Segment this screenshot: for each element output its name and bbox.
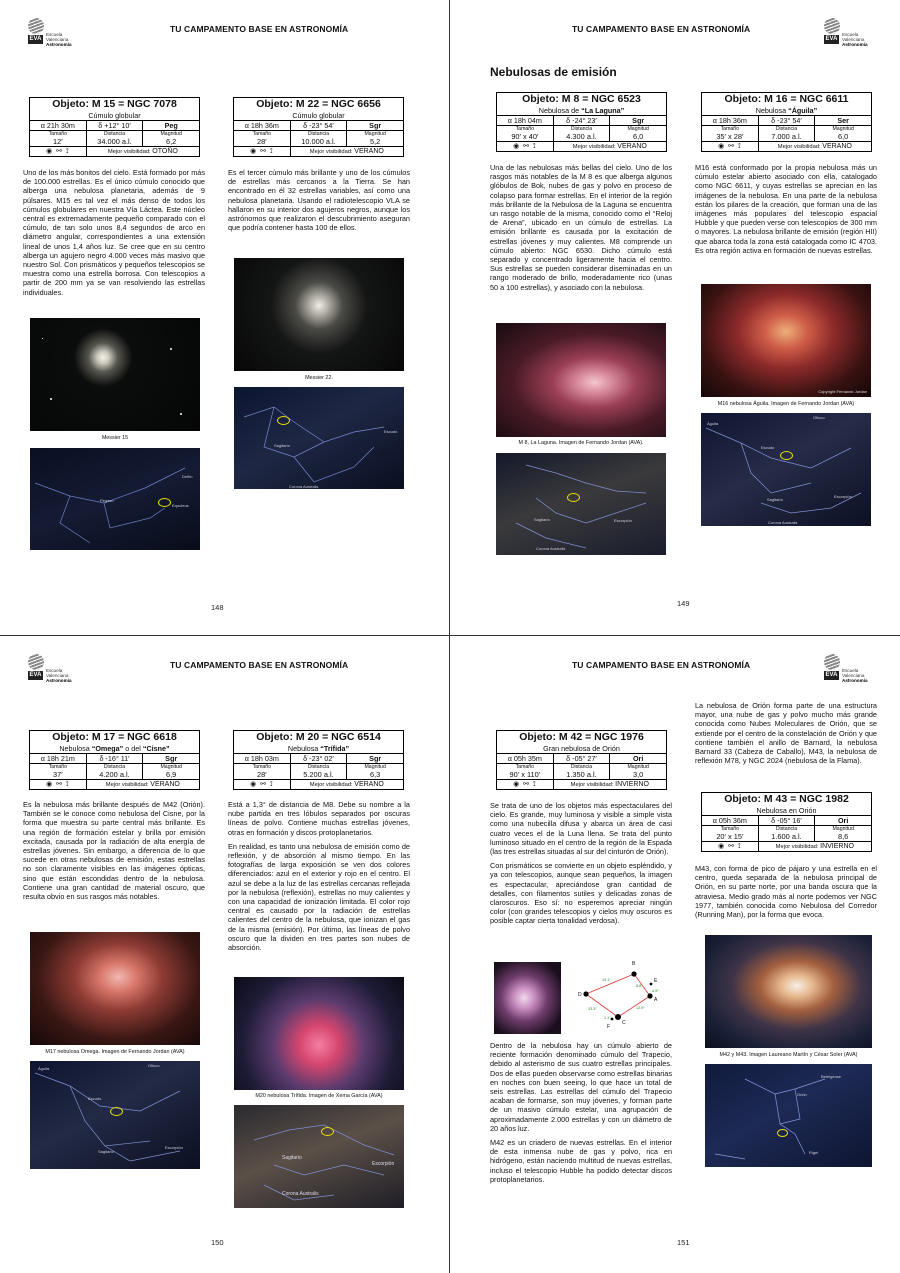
constellation: Sgr (347, 753, 404, 763)
m16-caption: M16 nebulosa Águila. Imagen de Fernando Jordan (AVA) (717, 401, 855, 407)
trapezium-separation: 19.1″ (602, 978, 611, 982)
photo-credit: Copyright Fernando Jordan (818, 389, 867, 394)
logo-swirl-icon (824, 654, 840, 670)
distance-label: Distancia (553, 763, 610, 770)
page-150 (0, 636, 449, 1271)
magnitude-label: Magnitud (143, 130, 200, 137)
best-visibility: Mejor visibilidad: VERANO (553, 142, 666, 152)
observing-instruments-icon: ◉ ⚯ ⟟ (513, 143, 537, 150)
chart-label: Escorpión (834, 494, 852, 499)
chart-label: Sagitario (274, 443, 290, 448)
trapezium-diagram (574, 962, 664, 1034)
right-ascension: α 18h 21m (30, 753, 87, 763)
distance-value: 4.200 a.l. (86, 770, 143, 780)
constellation: Peg (143, 120, 200, 130)
constellation: Ori (610, 753, 667, 763)
declination: δ -23° 54′ (290, 120, 347, 130)
distance-label: Distancia (86, 130, 143, 137)
chart-label: Corona Australis (282, 1191, 319, 1197)
logo-eva: EVA (29, 672, 42, 678)
trapezium-star-label: A (654, 997, 658, 1003)
orion-intro: La nebulosa de Orión forma parte de una estructura mayor, una nube de gas y polvo mucho más grande conocida como Nubes Moleculares de Orión, que se extiende por el centro de la constelación de Orión y que contiene también el anillo de Barnard, la nebulosa Barnard 33 (Cabeza de Caballo), M43, la nebulosa de reflexión M78, y NGC 2024 (nebulosa de la Flama). (695, 701, 877, 766)
m20-location-marker (321, 1127, 334, 1136)
best-visibility: Mejor visibilidad: VERANO (290, 147, 403, 157)
magnitude-label: Magnitud (610, 125, 667, 132)
magnitude-value: 6,3 (347, 770, 404, 780)
object-title: Objeto: M 20 = NGC 6514 (234, 731, 404, 744)
m15-location-marker (158, 498, 171, 507)
right-ascension: α 05h 36m (702, 815, 759, 825)
m17-star-chart (30, 1061, 200, 1169)
trapezium-star-label: B (632, 961, 636, 967)
right-ascension: α 21h 30m (30, 120, 87, 130)
object-subtitle: Cúmulo globular (234, 111, 404, 121)
observing-instruments-icon: ◉ ⚯ ⟟ (718, 143, 742, 150)
distance-label: Distancia (290, 763, 347, 770)
magnitude-label: Magnitud (815, 125, 872, 132)
observing-instruments-icon: ◉ ⚯ ⟟ (513, 781, 537, 788)
best-visibility: Mejor visibilidad: INVIERNO (758, 842, 871, 852)
trapezium-separation: 4.5″ (652, 989, 659, 993)
logo-swirl-icon (824, 18, 840, 34)
chart-label: Rigel (809, 1150, 819, 1155)
page-number: 150 (211, 1238, 224, 1247)
object-title: Objeto: M 43 = NGC 1982 (702, 793, 872, 806)
m20-description: Está a 1,3° de distancia de M8. Debe su nombre a la nube partida en tres lóbulos separados por oscuras líneas de polvo. Contiene muchas estrellas jóvenes, otras en formación y discos protoplanetarios. En realidad, es tanto una nebulosa de emisión como de reflexión, y de absorción al mismo tiempo. En las fotografías de larga exposición se ven dos colores diferenciados: azul en el exterior y rojo en el centro. El azul se debe a la luz de las estrellas cercanas reflejada por la nebulosa (reflexión), estrellas no muy calientes y con una capacidad de ionización limitada. El color rojo central es causado por la radiación de estrellas calientes del centro de la nebulosa, que ionizan el gas de la misma (emisión). Por último, las líneas de polvo oscuro que la dividen en tres partes son nubes de absorción. (228, 800, 410, 953)
running-header: TU CAMPAMENTO BASE EN ASTRONOMÍA (572, 24, 751, 34)
chart-label: Sagitario (98, 1149, 114, 1154)
chart-label: Águila (38, 1066, 50, 1071)
distance-label: Distancia (290, 130, 347, 137)
m8-description: Una de las nebulosas más bellas del cielo. Uno de los rasgos más notables de la M 8 es que alberga algunos glóbulos de Bok, nubes de gas y polvo en proceso de colapso para formar estrellas. En el interior de la región más brillante de la Nebulosa de la Laguna se encuentra un rasgo notable de la misma, conocido como el “Reloj de Arena”, ubicado en un cúmulo de estrellas. La emisión brillante es causada por la excitación de estrellas jóvenes y muy calientes. M8 comprende un cúmulo abierto: NGC 6530. Dicho cúmulo está separado y concentrado ligeramente hacia el centro. Sus estrellas se pueden considerar diseminadas en un rango moderado de brillo, moderadamente rico (unas 50 a 100 estrellas), y asociado con la nebulosa. (490, 163, 672, 292)
m16-description: M16 está conformado por la propia nebulosa más un cúmulo estelar abierto asociado con ella, catalogado como NGC 6611, y cuyas estrellas se aprecian en las imágenes de la nebulosa. En una parte de la nebulosa están los pilares de la creación, que forman una de las imágenes más populares del telescopio espacial Hubble y que pueden verse con telescopios de 300 mm o mayores. La nebulosa brillante de emisión (región HII) que abarca toda la zona está catalogada como IC 4703. Es otra región activa en formación de nuevas estrellas. (695, 163, 877, 255)
eva-logo (824, 18, 874, 50)
distance-label: Distancia (553, 125, 610, 132)
m20-star-chart (234, 1105, 404, 1208)
m43-description: M43, con forma de pico de pájaro y una estrella en el centro, queda separada de la nebulosa principal de Orión, en su parte norte, por una banda oscura que la atraviesa. Medio grado más al norte podemos ver NGC 1977, también conocida como Nebulosa del Corredor (Running Man), por la forma que evoca. (695, 864, 877, 920)
trapezium-separation: 8.8″ (636, 984, 643, 988)
magnitude-label: Magnitud (610, 763, 667, 770)
m17-caption: M17 nebulosa Omega. Imagen de Fernando Jordan (AVA) (45, 1049, 185, 1055)
chart-label: Delfín (182, 474, 193, 479)
magnitude-value: 6,0 (815, 132, 872, 142)
object-table-m8 (496, 92, 667, 152)
object-table-m17 (29, 730, 200, 790)
declination: δ -23° 02′ (290, 753, 347, 763)
m16-photo (701, 284, 871, 397)
chart-label: Escorpión (165, 1145, 183, 1150)
m8-location-marker (567, 493, 580, 502)
chart-label: Pegaso (100, 498, 114, 503)
size-label: Tamaño (30, 130, 87, 137)
best-visibility: Mejor visibilidad: VERANO (290, 780, 403, 790)
running-header: TU CAMPAMENTO BASE EN ASTRONOMÍA (170, 24, 349, 34)
trapezium-separation: 1.1″ (604, 1016, 611, 1020)
running-header: TU CAMPAMENTO BASE EN ASTRONOMÍA (572, 660, 751, 670)
m42-m43-photo (705, 935, 872, 1048)
size-value: 35′ x 28′ (702, 132, 759, 142)
observing-instruments-icon: ◉ ⚯ ⟟ (718, 843, 742, 850)
declination: δ -05° 27′ (553, 753, 610, 763)
object-title: Objeto: M 15 = NGC 7078 (30, 98, 200, 111)
logo-text: Escuela Valenciana Astronomía (842, 32, 868, 47)
chart-label: Corona Australis (768, 520, 798, 525)
trapezium-separation: 13.3″ (588, 1007, 597, 1011)
size-label: Tamaño (702, 125, 759, 132)
object-table-m22 (233, 97, 404, 157)
magnitude-label: Magnitud (347, 763, 404, 770)
magnitude-value: 3,0 (610, 770, 667, 780)
size-label: Tamaño (702, 825, 759, 832)
object-title: Objeto: M 42 = NGC 1976 (497, 731, 667, 744)
constellation: Ser (815, 115, 872, 125)
size-label: Tamaño (30, 763, 87, 770)
size-value: 12′ (30, 137, 87, 147)
distance-value: 1.350 a.l. (553, 770, 610, 780)
chart-label: Corona Australis (289, 484, 319, 489)
object-title: Objeto: M 8 = NGC 6523 (497, 93, 667, 106)
logo-eva: EVA (29, 36, 42, 42)
object-subtitle: Nebulosa “Águila” (702, 106, 872, 116)
size-value: 28′ (234, 770, 291, 780)
constellation: Sgr (347, 120, 404, 130)
object-table-m15 (29, 97, 200, 157)
m8-star-chart (496, 453, 666, 555)
orion-star-chart (705, 1064, 872, 1167)
magnitude-label: Magnitud (347, 130, 404, 137)
distance-value: 1.600 a.l. (758, 832, 815, 842)
m42-small-photo (494, 962, 561, 1034)
chart-label: Betelgeuse (821, 1074, 842, 1079)
declination: δ -24° 23′ (553, 115, 610, 125)
size-value: 90′ x 40′ (497, 132, 554, 142)
size-value: 28′ (234, 137, 291, 147)
eva-logo (824, 654, 874, 686)
chart-label: Orión (797, 1092, 807, 1097)
trapezium-separation: 12.9″ (636, 1006, 645, 1010)
declination: δ -23° 54′ (758, 115, 815, 125)
distance-value: 34.000 a.l. (86, 137, 143, 147)
chart-label: Sagitario (534, 517, 550, 522)
page-number: 149 (677, 599, 690, 608)
logo-swirl-icon (28, 18, 44, 34)
m17-location-marker (110, 1107, 123, 1116)
m8-caption: M 8, La Laguna. Imagen de Fernando Jordan (AVA). (518, 440, 644, 446)
m22-location-marker (277, 416, 290, 425)
distance-label: Distancia (758, 825, 815, 832)
chart-label: Corona Australis (536, 546, 566, 551)
best-visibility: Mejor visibilidad: INVIERNO (553, 780, 666, 790)
object-title: Objeto: M 22 = NGC 6656 (234, 98, 404, 111)
logo-eva: EVA (825, 672, 838, 678)
m22-description: Es el tercer cúmulo más brillante y uno de los cúmulos de estrellas más cercanos a la Tierra. Se han encontrado en él 32 estrellas variables, así como una nebulosa planetaria. Usando el radiotelescopio VLA se hallaron en su interior dos agujeros negros, aunque los astrónomos que realizaron el descubrimiento aseguran que podría contener hasta 100 de ellos. (228, 168, 410, 233)
chart-label: Escorpión (614, 518, 632, 523)
magnitude-value: 5,2 (347, 137, 404, 147)
right-ascension: α 18h 36m (702, 115, 759, 125)
m15-photo (30, 318, 200, 431)
page-number: 151 (677, 1238, 690, 1247)
eva-logo (28, 18, 78, 50)
declination: δ -16° 11′ (86, 753, 143, 763)
object-subtitle: Nebulosa “Trífida” (234, 744, 404, 754)
declination: δ +12° 10′ (86, 120, 143, 130)
chart-label: Ofiuco (813, 415, 825, 420)
chart-label: Águila (707, 421, 719, 426)
magnitude-value: 6,2 (143, 137, 200, 147)
m15-star-chart (30, 448, 200, 550)
size-value: 20′ x 15′ (702, 832, 759, 842)
page-number: 148 (211, 603, 224, 612)
size-value: 90′ x 110′ (497, 770, 554, 780)
eva-logo (28, 654, 78, 686)
m22-caption: Messier 22. (305, 375, 333, 381)
size-label: Tamaño (497, 763, 554, 770)
size-value: 37′ (30, 770, 87, 780)
trapezium-star-label: D (578, 992, 582, 998)
right-ascension: α 05h 35m (497, 753, 554, 763)
size-label: Tamaño (234, 763, 291, 770)
constellation: Ori (815, 815, 872, 825)
m20-caption: M20 nebulosa Trífida. Imagen de Xema García (AVA) (255, 1093, 383, 1099)
object-subtitle: Nebulosa “Omega” o del “Cisne” (30, 744, 200, 754)
object-table-m42 (496, 730, 667, 790)
m8-photo (496, 323, 666, 437)
size-label: Tamaño (497, 125, 554, 132)
m22-photo (234, 258, 404, 371)
right-ascension: α 18h 04m (497, 115, 554, 125)
m17-description: Es la nebulosa más brillante después de M42 (Orión). También se le conoce como nebulosa del Cisne, por la forma que muestra su parte central más brillante. Es una región de formación estelar y brilla por emisión excitada, causada por la radiación de alta energía de estrellas jóvenes. Sin embargo, a diferencia de lo que sucede en otras nebulosas de emisión, estas estrellas no son claramente visibles en las imágenes ópticas, sino que están escondidas dentro de la nebulosa. Contiene una gran cantidad de material oscuro, que resulta obvio en sus rasgos más notables. (23, 800, 205, 902)
trapezium-star-label: C (622, 1020, 626, 1026)
distance-value: 5.200 a.l. (290, 770, 347, 780)
page-149 (450, 0, 899, 635)
logo-text: Escuela Valenciana Astronomía (46, 668, 72, 683)
object-table-m16 (701, 92, 872, 152)
m42-location-marker (777, 1129, 788, 1137)
running-header: TU CAMPAMENTO BASE EN ASTRONOMÍA (170, 660, 349, 670)
observing-instruments-icon: ◉ ⚯ ⟟ (46, 781, 70, 788)
distance-value: 7.000 a.l. (758, 132, 815, 142)
object-title: Objeto: M 17 = NGC 6618 (30, 731, 200, 744)
object-subtitle: Nebulosa de “La Laguna” (497, 106, 667, 116)
magnitude-label: Magnitud (143, 763, 200, 770)
magnitude-value: 6,9 (143, 770, 200, 780)
best-visibility: Mejor visibilidad: VERANO (86, 780, 199, 790)
logo-text: Escuela Valenciana Astronomía (842, 668, 868, 683)
distance-label: Distancia (758, 125, 815, 132)
distance-value: 4.300 a.l. (553, 132, 610, 142)
object-title: Objeto: M 16 = NGC 6611 (702, 93, 872, 106)
m20-photo (234, 977, 404, 1090)
observing-instruments-icon: ◉ ⚯ ⟟ (250, 781, 274, 788)
best-visibility: Mejor visibilidad: VERANO (758, 142, 871, 152)
right-ascension: α 18h 36m (234, 120, 291, 130)
best-visibility: Mejor visibilidad: OTOÑO (86, 147, 199, 157)
m42-description: Se trata de uno de los objetos más espectaculares del cielo. Es grande, muy luminosa y visible a simple vista como una nubecilla difusa y abarca un área de casi cuatro veces el de la Luna llena. Se trata del punto luminoso situado en el centro de la región de la Espada (las tres estrellas situadas al sur del cinturón de Orión). Con prismáticos se convierte en un objeto espléndido, y ya con telescopios, aunque sean pequeños, la imagen es espectacular, apreciándose gran cantidad de detalles, con filamentos sutiles y delicadas zonas de claroscuros. Eso sí: no esperemos apreciar ningún color (con grandes telescopios y cielos muy oscuros es posible captar cierta tonalidad verdosa). (490, 801, 672, 926)
magnitude-value: 8,6 (815, 832, 872, 842)
chart-label: Escudo (384, 429, 398, 434)
magnitude-value: 6,0 (610, 132, 667, 142)
object-table-m20 (233, 730, 404, 790)
declination: δ -05° 16′ (758, 815, 815, 825)
m16-location-marker (780, 451, 793, 460)
constellation: Sgr (143, 753, 200, 763)
page-148 (0, 0, 449, 635)
page-151 (450, 636, 899, 1271)
section-title: Nebulosas de emisión (490, 65, 617, 79)
constellation: Sgr (610, 115, 667, 125)
chart-label: Escudo (88, 1096, 102, 1101)
m15-description: Uno de los más bonitos del cielo. Está formado por más de 100.000 estrellas. Es el único cúmulo conocido que alberga una nebulosa planetaria, además de 9 púlsares. M15 es tal vez el más denso de todos los cúmulos globulares en nuestra Vía Láctea. Este núcleo central es extremadamente pequeño comparado con el cúmulo, de tan solo unos 8,4 segundos de arco en diámetro angular, correspondientes a una extensión lineal de unos 1,4 años luz. Se cree que en su centro alberga un agujero negro 4.000 veces más masivo que nuestro Sol. Con prismáticos y pequeños telescopios se muestra como una estrella borrosa. Con telescopios a partir de 200 mm ya se van resolviendo las estrellas individuales. (23, 168, 205, 297)
right-ascension: α 18h 03m (234, 753, 291, 763)
trapezium-star-label: F (607, 1024, 611, 1030)
size-label: Tamaño (234, 130, 291, 137)
m17-photo (30, 932, 200, 1045)
observing-instruments-icon: ◉ ⚯ ⟟ (46, 148, 70, 155)
trapezium-star-label: E (654, 978, 658, 984)
chart-label: Equuleus (172, 503, 189, 508)
chart-label: Sagitario (767, 497, 783, 502)
distance-label: Distancia (86, 763, 143, 770)
object-subtitle: Gran nebulosa de Orión (497, 744, 667, 754)
chart-label: Sagitario (282, 1155, 302, 1161)
m15-caption: Messier 15 (101, 435, 129, 441)
m22-star-chart (234, 387, 404, 489)
chart-label: Ofiuco (148, 1063, 160, 1068)
object-subtitle: Nebulosa en Orión (702, 806, 872, 816)
observing-instruments-icon: ◉ ⚯ ⟟ (250, 148, 274, 155)
object-subtitle: Cúmulo globular (30, 111, 200, 121)
object-table-m43 (701, 792, 872, 852)
m42-m43-caption: M42 y M43. Imagen Laureano Martín y César Soler (AVA) (719, 1052, 858, 1058)
m42-description-continued: Dentro de la nebulosa hay un cúmulo abierto de reciente formación denominado cúmulo del Trapecio, debido al asterismo de sus cuatro estrellas principales. Dos de ellas pueden observarse como estrellas binarias en noches con buen seeing, lo que hace un total de seis estrellas. Las estrellas del cúmulo del Trapecio acaban de formarse, son muy jóvenes, y forman parte de un masivo cúmulo estelar, una agrupación de aproximadamente 2.000 estrellas y con un diámetro de 20 años luz. M42 es un criadero de nuevas estrellas. En el interior de esta inmensa nube de gas y polvo, rica en hidrógeno, están naciendo multitud de nuevas estrellas, incluso el telescopio Hubble ha podido detectar discos protoplanetarios. (490, 1041, 672, 1184)
logo-eva: EVA (825, 36, 838, 42)
chart-label: Escorpión (372, 1161, 395, 1167)
logo-swirl-icon (28, 654, 44, 670)
logo-text: Escuela Valenciana Astronomía (46, 32, 72, 47)
distance-value: 10.000 a.l. (290, 137, 347, 147)
m16-star-chart (701, 413, 871, 526)
chart-label: Escudo (761, 445, 775, 450)
magnitude-label: Magnitud (815, 825, 872, 832)
